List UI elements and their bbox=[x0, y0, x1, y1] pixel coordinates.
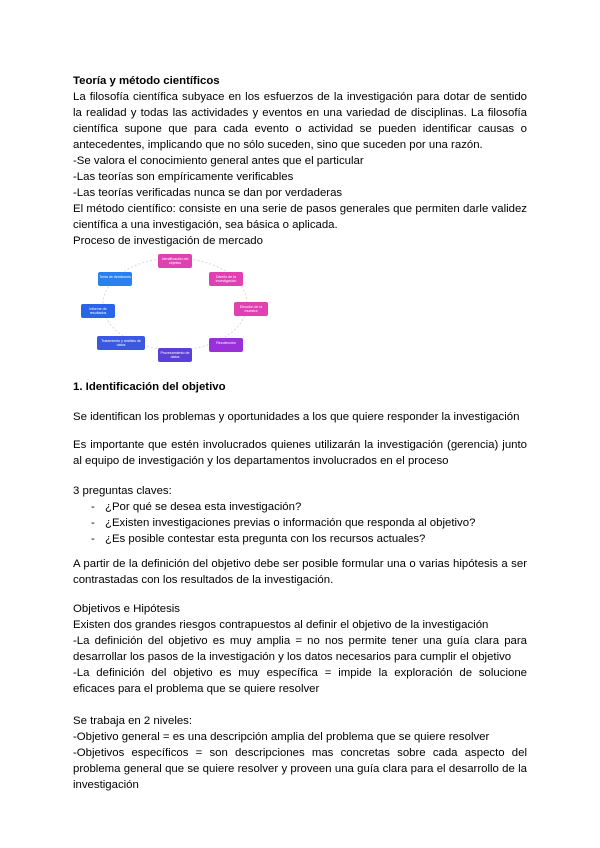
general-objective: -Objetivo general = es una descripción amplia del problema que se quiere resolver bbox=[73, 731, 490, 743]
point-2: -Las teorías son empíricamente verificables bbox=[73, 171, 294, 183]
diagram-node-3: Elección de la muestra bbox=[234, 302, 268, 316]
questions-title: 3 preguntas claves: bbox=[73, 485, 172, 497]
objectives-title: Objetivos e Hipótesis bbox=[73, 603, 180, 615]
diagram-caption: Proceso de investigación de mercado bbox=[73, 235, 263, 247]
diagram-node-6: Tratamiento y análisis de datos bbox=[97, 336, 145, 350]
risk-specific: -La definición del objetivo es muy específica = impide la exploración de solucione eficaces para el problema que se quiere resolver bbox=[73, 667, 527, 695]
objective-p1: Se identifican los problemas y oportunidades a los que quiere responder la investigación bbox=[73, 411, 520, 423]
diagram-node-1: Identificación del objetivo bbox=[158, 254, 192, 268]
risks-line: Existen dos grandes riesgos contrapuestos al definir el objetivo de la investigación bbox=[73, 619, 489, 631]
method-paragraph: El método científico: consiste en una serie de pasos generales que permiten darle validez científica a una investigación, sea básica o aplicada. bbox=[73, 203, 527, 231]
point-3: -Las teorías verificadas nunca se dan por verdaderas bbox=[73, 187, 343, 199]
intro-paragraph: La filosofía científica subyace en los esfuerzos de la investigación para dotar de sentido la realidad y todas las actividades y eventos en una variedad de disciplinas. La filosofía científica supone que para cada evento o actividad se pueden identificar causas o antecedentes, implicando que no sólo suceden, sino que suceden por una razón. bbox=[73, 91, 527, 151]
objective-p2: Es importante que estén involucrados quienes utilizarán la investigación (gerencia) junto al equipo de investigación y los departamentos involucrados en el proceso bbox=[73, 439, 527, 467]
questions-list bbox=[73, 499, 527, 547]
diagram-node-5: Procesamiento de datos bbox=[158, 348, 192, 362]
objective-heading: 1. Identificación del objetivo bbox=[73, 381, 226, 393]
question-1: - ¿Por qué se desea esta investigación? bbox=[73, 499, 527, 515]
question-3: - ¿Es posible contestar esta pregunta con los recursos actuales? bbox=[73, 531, 527, 547]
levels-title: Se trabaja en 2 niveles: bbox=[73, 715, 193, 727]
risk-broad: -La definición del objetivo es muy amplia = no nos permite tener una guía clara para desarrollar los pasos de la investigación y los datos necesarios para cumplir el objetivo bbox=[73, 635, 527, 663]
hypothesis-paragraph: A partir de la definición del objetivo debe ser posible formular una o varias hipótesis a ser contrastadas con los resultados de la investigación. bbox=[73, 558, 527, 586]
specific-objectives: -Objetivos específicos = son descripciones mas concretas sobre cada aspecto del problema general que se quiere resolver y proveen una guía clara para el desarrollo de la investigación bbox=[73, 747, 527, 791]
question-2: - ¿Existen investigaciones previas o información que responda al objetivo? bbox=[73, 515, 527, 531]
diagram-node-2: Diseño de la investigación bbox=[209, 272, 243, 286]
diagram-node-7: Informe de resultados bbox=[81, 304, 115, 318]
diagram-node-8: Toma de decisiones bbox=[98, 272, 132, 286]
point-1: -Se valora el conocimiento general antes que el particular bbox=[73, 155, 364, 167]
process-diagram bbox=[73, 250, 293, 362]
diagram-node-4: Recolección bbox=[209, 338, 243, 352]
section-title: Teoría y método científicos bbox=[73, 75, 220, 87]
